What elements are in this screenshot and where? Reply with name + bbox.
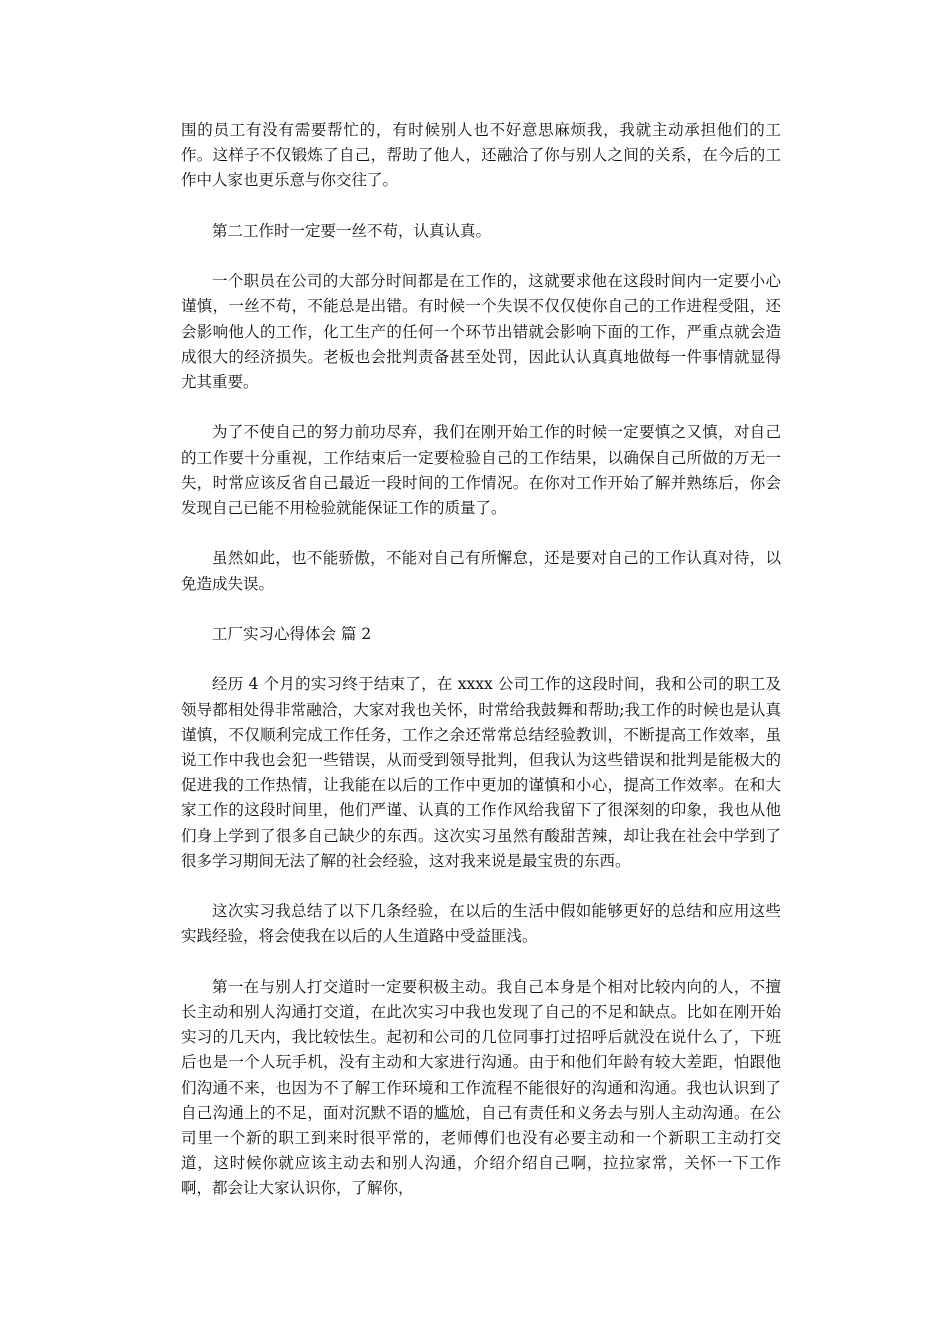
paragraph-7: 这次实习我总结了以下几条经验，在以后的生活中假如能够更好的总结和应用这些实践经验，将会使我在以后的人生道路中受益匪浅。 [181,902,781,946]
paragraph-3: 一个职员在公司的大部分时间都是在工作的，这就要求他在这段时间内一定要小心谨慎，一丝不苟，不能总是出错。有时候一个失误不仅仅使你自己的工作进程受阻，还会影响他人的工作，化工生产的任何一个环节出错就会影响下面的工作，严重点就会造成很大的经济损失。老板也会批判责备甚至处罚，因此认认真真地做每一件事情就显得尤其重要。 [181,272,781,391]
paragraph-6: 经历 4 个月的实习终于结束了，在 xxxx 公司工作的这段时间，我和公司的职工及领导都相处得非常融洽，大家对我也关怀，时常给我鼓舞和帮助;我工作的时候也是认真谨慎，不仅顺利完成工作任务，工作之余还常常总结经验教训，不断提高工作效率，虽说工作中我也会犯一些错误，从而受到领导批判，但我认为这些错误和批判是能极大的促进我的工作热情，让我能在以后的工作中更加的谨慎和小心，提高工作效率。在和大家工作的这段时间里，他们严谨、认真的工作作风给我留下了很深刻的印象，我也从他们身上学到了很多自己缺少的东西。这次实习虽然有酸甜苦辣，却让我在社会中学到了很多学习期间无法了解的社会经验，这对我来说是最宝贵的东西。 [181,675,781,870]
paragraph-2: 第二工作时一定要一丝不苟，认真认真。 [212,221,492,240]
paragraph-8: 第一在与别人打交道时一定要积极主动。我自己本身是个相对比较内向的人，不擅长主动和别人沟通打交道，在此次实习中我也发现了自己的不足和缺点。比如在刚开始实习的几天内，我比较怯生。起初和公司的几位同事打过招呼后就没在说什么了，下班后也是一个人玩手机，没有主动和大家进行沟通。由于和他们年龄有较大差距，怕跟他们沟通不来，也因为不了解工作环境和工作流程不能很好的沟通和沟通。我也认识到了自己沟通上的不足，面对沉默不语的尴尬，自己有责任和义务去与别人主动沟通。在公司里一个新的职工到来时很平常的，老师傅们也没有必要主动和一个新职工主动打交道，这时候你就应该主动去和别人沟通，介绍介绍自己啊，拉拉家常，关怀一下工作啊，都会让大家认识你，了解你， [181,977,781,1198]
document-page [181,118,781,1227]
section-heading: 工厂实习心得体会 篇 2 [212,624,372,643]
paragraph-5: 虽然如此，也不能骄傲，不能对自己有所懈怠，还是要对自己的工作认真对待，以免造成失误。 [181,549,781,593]
paragraph-4: 为了不使自己的努力前功尽弃，我们在刚开始工作的时候一定要慎之又慎，对自己的工作要十分重视，工作结束后一定要检验自己的工作结果，以确保自己所做的万无一失，时常应该反省自己最近一段时间的工作情况。在你对工作开始了解并熟练后，你会发现自己已能不用检验就能保证工作的质量了。 [181,423,781,517]
paragraph-1: 围的员工有没有需要帮忙的，有时候别人也不好意思麻烦我，我就主动承担他们的工作。这样子不仅锻炼了自己，帮助了他人，还融洽了你与别人之间的关系，在今后的工作中人家也更乐意与你交往了。 [181,121,781,190]
